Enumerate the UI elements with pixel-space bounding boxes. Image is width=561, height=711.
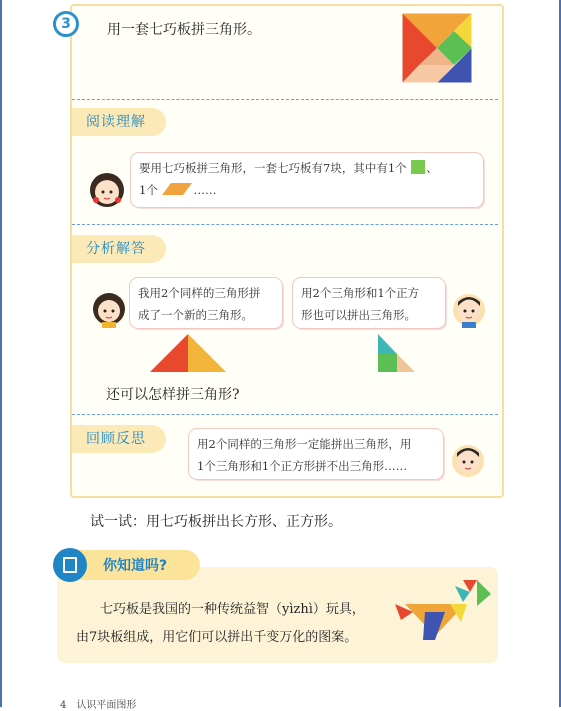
did-you-know-line2: 由7块板组成，用它们可以拼出千变万化的图案。 <box>76 630 358 645</box>
book-icon <box>53 548 87 582</box>
girl-line1: 我用2个同样的三角形拼 <box>138 286 261 300</box>
tangram-square-figure <box>402 13 472 83</box>
girl-speech-bubble <box>130 278 282 328</box>
did-you-know-line1: 七巧板是我国的一种传统益智（yìzhì）玩具， <box>100 602 365 617</box>
section-tag-analysis: 分析解答 <box>72 235 166 263</box>
reading-speech-bubble <box>131 153 483 207</box>
section-tag-reading: 阅读理解 <box>72 108 166 136</box>
section-divider <box>72 414 498 415</box>
page-footer: 4 认识平面图形 <box>60 700 137 711</box>
boy-line2: 形也可以拼出三角形。 <box>301 308 416 322</box>
review-line1: 用2个同样的三角形一定能拼出三角形，用 <box>197 437 412 451</box>
two-triangles-figure <box>150 334 226 374</box>
section-tag-review: 回顾反思 <box>72 425 166 453</box>
problem-text: 用一套七巧板拼三角形。 <box>107 22 261 38</box>
girl-line2: 成了一个新的三角形。 <box>138 308 253 322</box>
try-it-text: 试一试：用七巧板拼出长方形、正方形。 <box>90 514 342 530</box>
reading-line1-end: 、 <box>426 161 438 175</box>
boy-avatar <box>450 441 486 479</box>
reading-line2-start: 1个 <box>139 183 158 197</box>
reading-line2-end: …… <box>193 183 217 197</box>
page-border-left <box>0 0 2 707</box>
section-divider <box>72 224 498 225</box>
problem-number: 3 <box>53 11 79 37</box>
boy-line1: 用2个三角形和1个正方 <box>301 286 420 300</box>
girl-avatar <box>91 290 127 328</box>
reading-line1: 要用七巧板拼三角形，一套七巧板有7块，其中有1个 <box>139 161 407 175</box>
tangram-animal-figure <box>395 576 495 646</box>
square-triangles-figure <box>378 334 416 374</box>
boy-avatar <box>451 290 487 328</box>
did-you-know-title: 你知道吗? <box>103 558 168 574</box>
analysis-question: 还可以怎样拼三角形? <box>106 387 240 403</box>
review-line2: 1个三角形和1个正方形拼不出三角形…… <box>197 459 408 473</box>
section-divider <box>72 99 498 100</box>
boy-speech-bubble <box>293 278 445 328</box>
parallelogram-piece-icon <box>161 182 193 196</box>
girl-avatar <box>88 170 126 208</box>
review-speech-bubble <box>189 429 443 479</box>
square-piece-icon <box>410 159 426 175</box>
